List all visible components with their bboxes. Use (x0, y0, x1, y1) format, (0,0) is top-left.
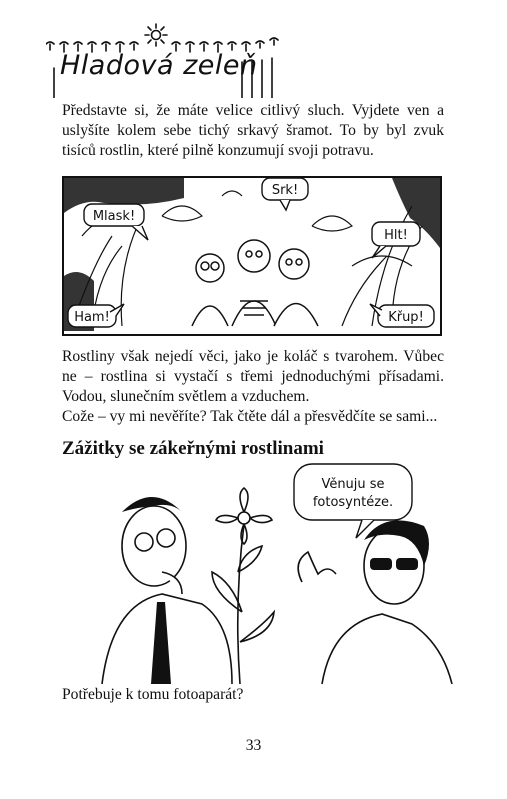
body-paragraph-line1: Rostliny však nejedí věci, jako je koláč s tvarohem. Vůbec ne – rostlina si vystačí s třemi jednoduchými přísadami. Vodou, slunečním světlem a vzduchem. (62, 348, 444, 405)
bubble-krup: Křup! (388, 310, 424, 325)
body-paragraph-line2: Cože – vy mi nevěříte? Tak čtěte dál a přesvědčíte se sami... (62, 408, 438, 425)
bubble-mlask: Mlask! (92, 209, 136, 224)
intro-paragraph: Představte si, že máte velice citlivý sluch. Vyjdete ven a uslyšíte kolem sebe tichý srkavý šramot. To by byl zvuk tisíců rostlin, které pilně konzumují svoji potravu. (62, 102, 444, 159)
bubble-ham: Ham! (74, 310, 110, 325)
chapter-title: Hladová zeleň (60, 50, 258, 81)
body-paragraph (62, 347, 444, 427)
bubble-line1: Věnuju se (321, 477, 385, 492)
bubble-srk: Srk! (271, 183, 299, 198)
section-heading: Zážitky se zákeřnými rostlinami (62, 438, 324, 459)
comic-panel-eating-plants (62, 176, 442, 336)
caption: Potřebuje k tomu fotoaparát? (62, 686, 244, 703)
bubble-hlt: Hlt! (384, 228, 408, 243)
comic-panel-photosynthesis (62, 462, 454, 684)
page-number: 33 (245, 737, 262, 754)
bubble-line2: fotosyntéze. (312, 495, 394, 510)
